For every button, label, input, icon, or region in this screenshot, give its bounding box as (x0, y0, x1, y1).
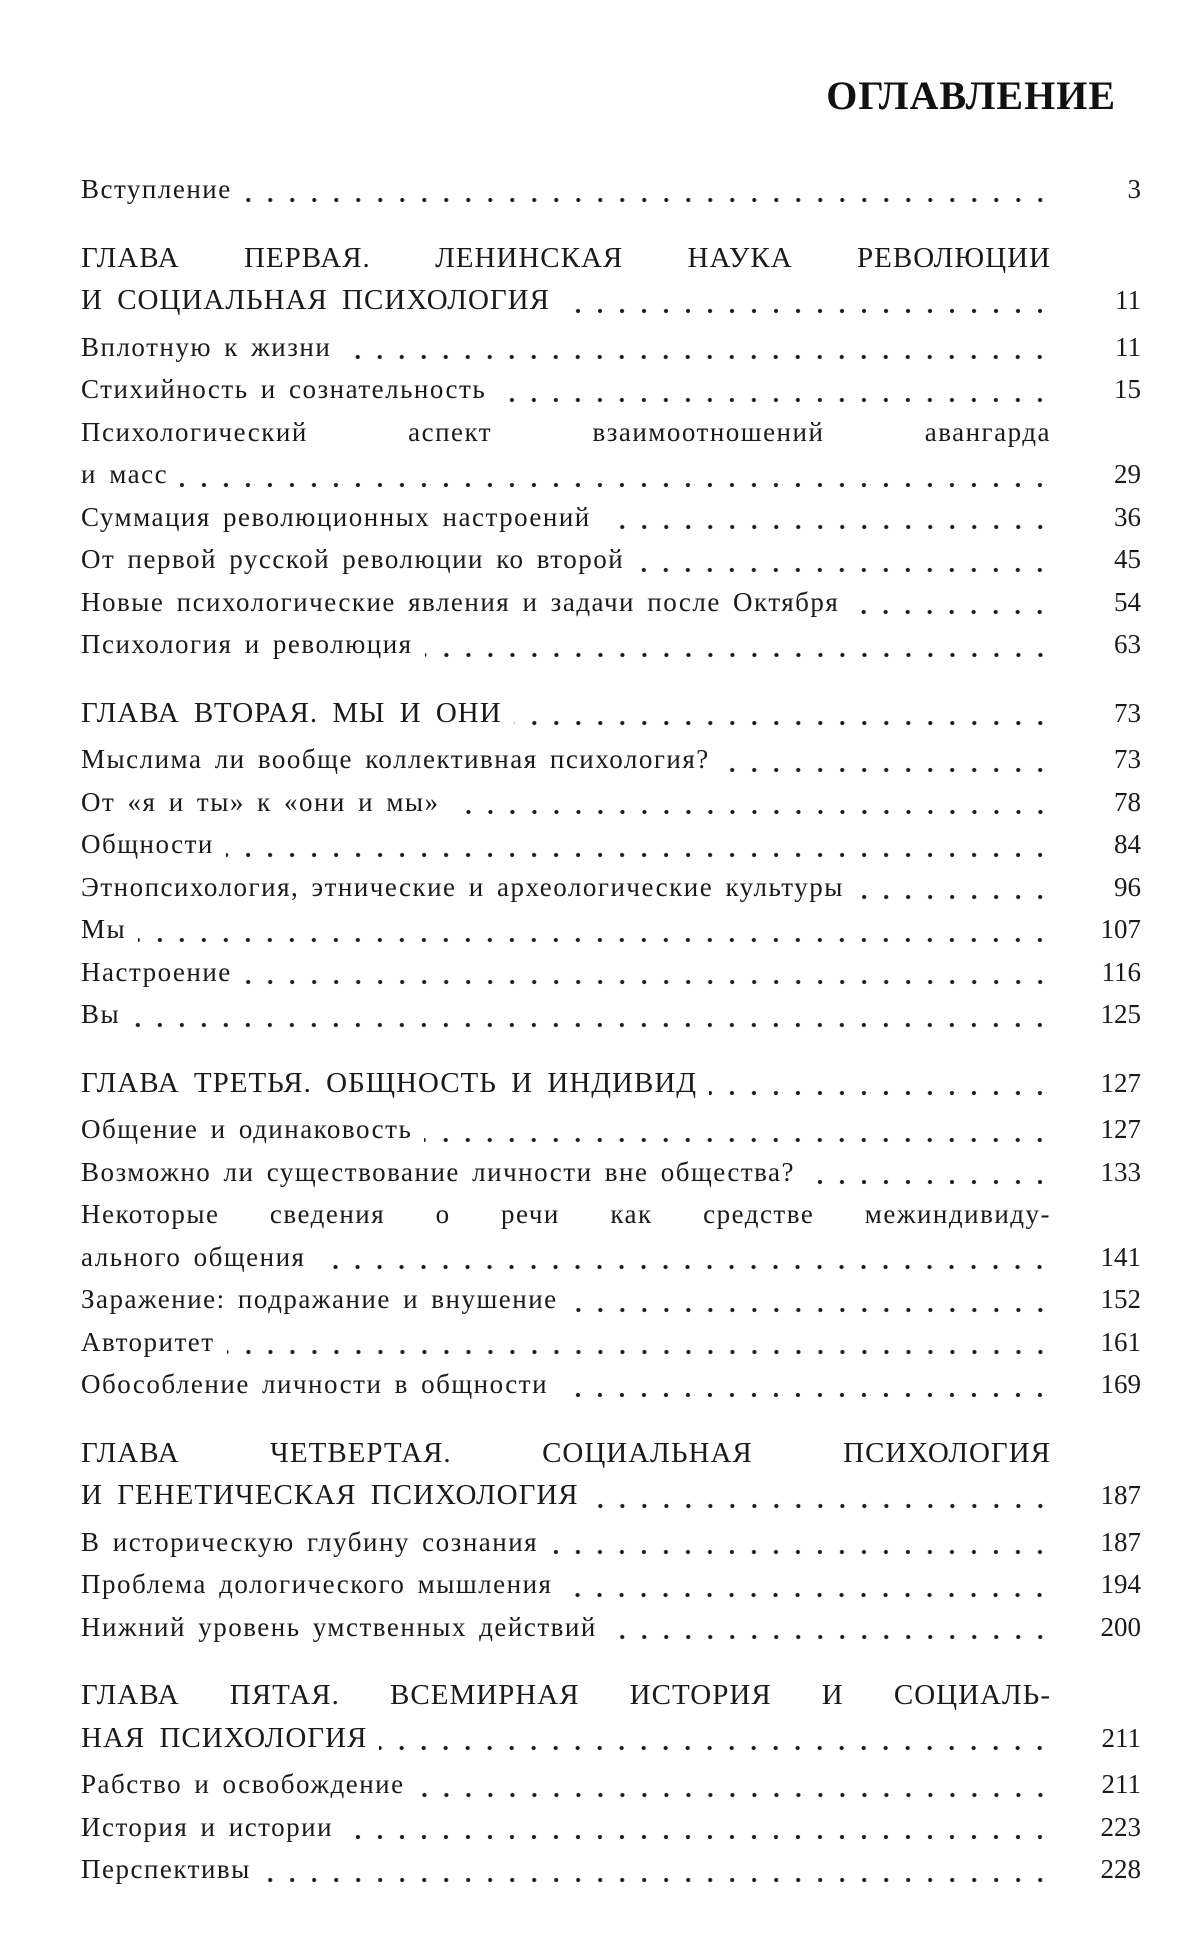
toc-chapter-heading-title (81, 1432, 1051, 1517)
toc-chapter-heading (81, 1062, 1141, 1105)
chapter-block (81, 1432, 1141, 1649)
toc-entry-title (81, 581, 1051, 624)
title-text: Психология и революция (81, 629, 413, 659)
page-number: 223 (1100, 1811, 1141, 1842)
dot-leader (498, 368, 1051, 411)
dot-leader (709, 1062, 1051, 1105)
title-text: ального общения (81, 1241, 306, 1272)
page-number: 211 (1101, 1769, 1141, 1799)
toc-entry-title (81, 1151, 1051, 1194)
dot-leader (227, 1321, 1051, 1364)
title-line (81, 496, 1051, 539)
dot-leader (424, 1108, 1051, 1151)
toc-entry-title (81, 1606, 1051, 1649)
page-number: 211 (1101, 1722, 1141, 1753)
title-line (81, 1717, 1051, 1760)
toc-entry (81, 1193, 1141, 1278)
title-line: ГЛАВА ЧЕТВЕРТАЯ. СОЦИАЛЬНАЯ ПСИХОЛОГИЯ (81, 1436, 1051, 1469)
title-text: Перспективы (81, 1854, 251, 1884)
title-text: Вступление (81, 174, 232, 204)
page-number: 73 (1114, 744, 1141, 774)
page-number: 161 (1100, 1326, 1141, 1357)
page-number: 152 (1100, 1284, 1141, 1314)
page-number: 29 (1114, 459, 1141, 489)
toc-entry-title (81, 326, 1051, 369)
page-number: 11 (1115, 285, 1141, 315)
title-line (81, 951, 1051, 994)
page-number: 3 (1127, 174, 1141, 204)
toc-entry-title (81, 1521, 1051, 1564)
toc-entry (81, 1278, 1141, 1321)
toc-entry (81, 1151, 1141, 1194)
page-number: 141 (1100, 1241, 1141, 1272)
title-line (81, 1848, 1051, 1891)
toc-entry-title (81, 496, 1051, 539)
title-line (81, 279, 1051, 322)
title-line (81, 1363, 1051, 1406)
page-number: 36 (1114, 501, 1141, 532)
chapter-block (81, 692, 1141, 1036)
page-number: 194 (1100, 1569, 1141, 1599)
toc-entry (81, 738, 1141, 781)
page-title: ОГЛАВЛЕНИЕ (826, 73, 1116, 118)
dot-leader (562, 279, 1051, 322)
title-line (81, 781, 1051, 824)
page-number: 127 (1100, 1114, 1141, 1144)
title-text: Общение и одинаковость (81, 1114, 413, 1144)
title-line: Психологический аспект взаимоотношений авангарда (81, 416, 1051, 447)
toc-entry-title (81, 411, 1051, 496)
toc-entry (81, 993, 1141, 1036)
toc-entry-title (81, 1193, 1051, 1278)
title-line (81, 738, 1051, 781)
title-text: Проблема дологического мышления (81, 1569, 553, 1599)
title-text: Стихийность и сознательность (81, 374, 487, 404)
dot-leader (180, 453, 1051, 496)
dot-leader (425, 623, 1051, 666)
dot-leader (317, 1236, 1051, 1279)
toc-entry-title (81, 908, 1051, 951)
dot-leader (132, 993, 1051, 1036)
toc-entry (81, 1763, 1141, 1806)
toc-entry-title (81, 1108, 1051, 1151)
toc-entry (81, 781, 1141, 824)
title-line (81, 368, 1051, 411)
title-text: От «я и ты» к «они и мы» (81, 786, 440, 817)
title-text: И СОЦИАЛЬНАЯ ПСИХОЛОГИЯ (81, 284, 550, 316)
dot-leader (263, 1848, 1051, 1891)
toc-entry-title (81, 1321, 1051, 1364)
toc-entry-title (81, 823, 1051, 866)
toc-entry-title (81, 866, 1051, 909)
title-line (81, 1236, 1051, 1279)
dot-leader (591, 1474, 1051, 1517)
page-number: 45 (1114, 544, 1141, 574)
toc-entry (81, 496, 1141, 539)
page-number: 169 (1100, 1369, 1141, 1399)
toc-entry (81, 1606, 1141, 1649)
title-line (81, 993, 1051, 1036)
title-line (81, 1806, 1051, 1849)
title-line (81, 581, 1051, 624)
page-number: 78 (1114, 786, 1141, 817)
chapter-block (81, 1674, 1141, 1891)
toc-chapter-heading-title (81, 1674, 1051, 1759)
title-line (81, 1474, 1051, 1517)
title-line (81, 823, 1051, 866)
toc-entry-intro (81, 168, 1141, 211)
toc-entry (81, 1806, 1141, 1849)
dot-leader (514, 692, 1051, 735)
toc-entry (81, 623, 1141, 666)
toc-entry-intro-title (81, 168, 1051, 211)
dot-leader (138, 908, 1051, 951)
title-line (81, 1563, 1051, 1606)
toc-entry (81, 951, 1141, 994)
toc-entry (81, 326, 1141, 369)
toc-entry-title (81, 623, 1051, 666)
title-line: ГЛАВА ПЕРВАЯ. ЛЕНИНСКАЯ НАУКА РЕВОЛЮЦИИ (81, 241, 1051, 274)
toc-entry-title (81, 1563, 1051, 1606)
title-text: Рабство и освобождение (81, 1769, 405, 1799)
toc-entry (81, 1563, 1141, 1606)
title-line (81, 1763, 1051, 1806)
page-number: 107 (1100, 914, 1141, 944)
toc-entry-title (81, 1363, 1051, 1406)
toc-entry (81, 1848, 1141, 1891)
dot-leader (343, 326, 1051, 369)
title-text: И ГЕНЕТИЧЕСКАЯ ПСИХОЛОГИЯ (81, 1479, 579, 1511)
title-line (81, 1278, 1051, 1321)
title-text: и масс (81, 459, 169, 489)
page-number: 73 (1114, 697, 1141, 728)
toc-entry (81, 411, 1141, 496)
title-line (81, 453, 1051, 496)
title-line (81, 1606, 1051, 1649)
table-of-contents (81, 168, 1141, 1891)
toc-chapter-heading (81, 237, 1141, 322)
title-line (81, 1321, 1051, 1364)
dot-leader (807, 1151, 1051, 1194)
chapter-block (81, 1062, 1141, 1406)
dot-leader (379, 1717, 1051, 1760)
dot-leader (417, 1763, 1051, 1806)
toc-entry-title (81, 1806, 1051, 1849)
page-number: 187 (1100, 1526, 1141, 1557)
toc-entry-title (81, 1278, 1051, 1321)
toc-entry (81, 1521, 1141, 1564)
title-line (81, 168, 1051, 211)
title-text: Мы (81, 914, 127, 944)
page-number: 15 (1114, 374, 1141, 404)
toc-entry (81, 1108, 1141, 1151)
page-number: 228 (1100, 1854, 1141, 1884)
title-line (81, 1521, 1051, 1564)
title-line (81, 692, 1051, 735)
title-text: Вплотную к жизни (81, 331, 332, 362)
title-text: В историческую глубину сознания (81, 1526, 539, 1557)
page-number: 200 (1100, 1611, 1141, 1642)
title-text: ГЛАВА ВТОРАЯ. МЫ И ОНИ (81, 696, 502, 729)
title-text: Обособление личности в общности (81, 1369, 549, 1399)
toc-entry (81, 1321, 1141, 1364)
toc-entry-title (81, 1763, 1051, 1806)
title-line (81, 623, 1051, 666)
title-text: Суммация революционных настроений (81, 501, 591, 532)
toc-chapter-heading (81, 1674, 1141, 1759)
dot-leader (345, 1806, 1051, 1849)
page-number: 54 (1114, 586, 1141, 617)
title-line (81, 1108, 1051, 1151)
title-text: Общности (81, 829, 214, 859)
dot-leader (452, 781, 1051, 824)
dot-leader (560, 1363, 1051, 1406)
page-number: 11 (1115, 331, 1141, 362)
page-number: 125 (1100, 999, 1141, 1029)
toc-entry (81, 538, 1141, 581)
title-line: Некоторые сведения о речи как средстве межиндивиду- (81, 1199, 1051, 1229)
title-line (81, 538, 1051, 581)
title-text: От первой русской революции ко второй (81, 544, 625, 574)
title-text: Настроение (81, 956, 232, 987)
page-number: 116 (1101, 956, 1141, 987)
title-line: ГЛАВА ПЯТАЯ. ВСЕМИРНАЯ ИСТОРИЯ И СОЦИАЛЬ- (81, 1679, 1051, 1711)
title-line (81, 1151, 1051, 1194)
dot-leader (550, 1521, 1051, 1564)
page-number: 187 (1100, 1480, 1141, 1510)
toc-entry-title (81, 1848, 1051, 1891)
dot-leader (564, 1563, 1051, 1606)
title-text: Новые психологические явления и задачи после Октября (81, 586, 840, 617)
chapter-block (81, 237, 1141, 666)
toc-entry-title (81, 738, 1051, 781)
toc-chapter-heading (81, 692, 1141, 735)
toc-entry-title (81, 993, 1051, 1036)
toc-chapter-heading-title (81, 692, 1051, 735)
dot-leader (851, 581, 1051, 624)
dot-leader (856, 866, 1051, 909)
page-number: 84 (1114, 829, 1141, 859)
toc-entry-title (81, 538, 1051, 581)
dot-leader (244, 951, 1051, 994)
toc-entry-title (81, 781, 1051, 824)
dot-leader (570, 1278, 1051, 1321)
title-line (81, 866, 1051, 909)
toc-entry (81, 581, 1141, 624)
toc-entry (81, 368, 1141, 411)
title-text: Этнопсихология, этнические и археологические культуры (81, 871, 844, 902)
page-number: 96 (1114, 871, 1141, 902)
page-number: 133 (1100, 1156, 1141, 1187)
dot-leader (722, 738, 1051, 781)
toc-entry (81, 1363, 1141, 1406)
title-text: Мыслима ли вообще коллективная психология? (81, 744, 710, 774)
toc-entry-title (81, 368, 1051, 411)
title-text: НАЯ ПСИХОЛОГИЯ (81, 1721, 368, 1754)
title-text: Нижний уровень умственных действий (81, 1611, 597, 1642)
title-line (81, 326, 1051, 369)
title-text: Возможно ли существование личности вне общества? (81, 1156, 796, 1187)
toc-entry (81, 908, 1141, 951)
title-text: ГЛАВА ТРЕТЬЯ. ОБЩНОСТЬ И ИНДИВИД (81, 1066, 698, 1099)
dot-leader (609, 1606, 1051, 1649)
page-number: 127 (1100, 1067, 1141, 1098)
toc-chapter-heading-title (81, 237, 1051, 322)
dot-leader (603, 496, 1051, 539)
toc-chapter-heading-title (81, 1062, 1051, 1105)
toc-entry-title (81, 951, 1051, 994)
title-line (81, 1062, 1051, 1105)
dot-leader (226, 823, 1051, 866)
title-text: История и истории (81, 1811, 334, 1842)
toc-entry (81, 823, 1141, 866)
title-text: Заражение: подражание и внушение (81, 1284, 558, 1314)
title-line (81, 908, 1051, 951)
title-text: Вы (81, 999, 121, 1029)
toc-entry (81, 866, 1141, 909)
dot-leader (244, 168, 1051, 211)
title-text: Авторитет (81, 1326, 215, 1357)
page-number: 63 (1114, 629, 1141, 659)
toc-chapter-heading (81, 1432, 1141, 1517)
dot-leader (636, 538, 1051, 581)
